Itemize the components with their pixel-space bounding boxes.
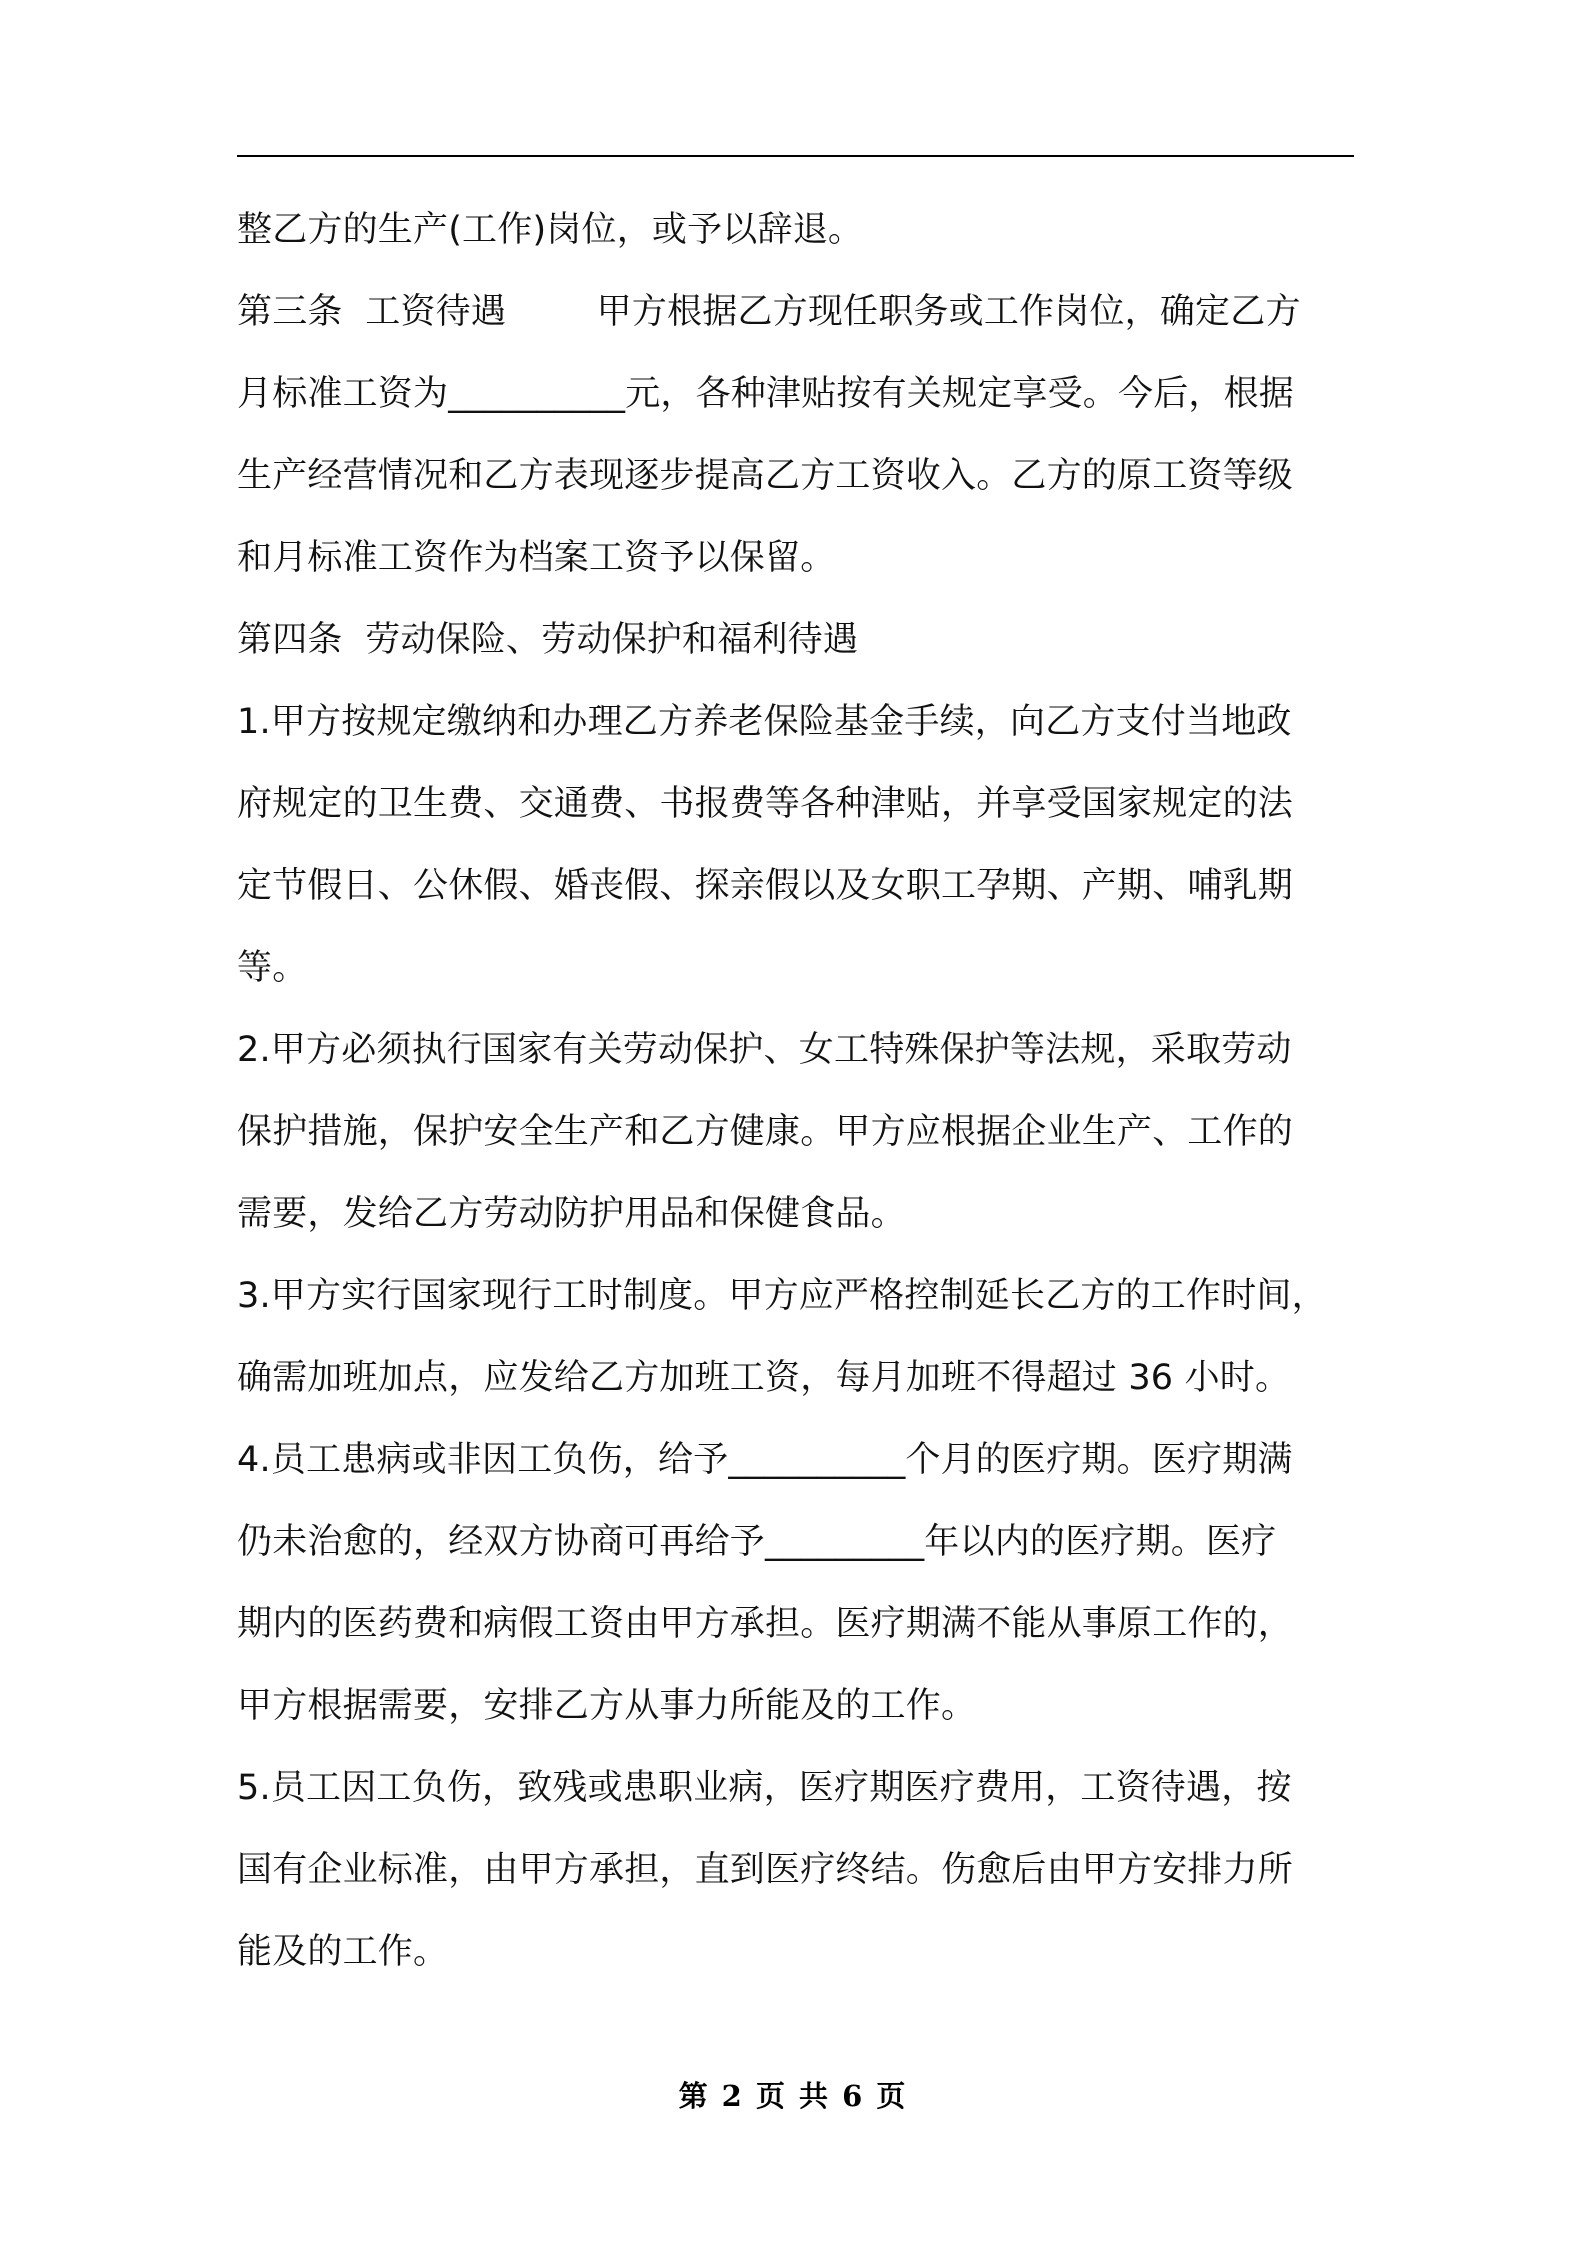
text-line: 需要，发给乙方劳动防护用品和保健食品。 <box>237 1194 906 1234</box>
text-line: 月标准工资为__________元，各种津贴按有关规定享受。今后，根据 <box>237 374 1295 414</box>
text-line: 仍未治愈的，经双方协商可再给予_________年以内的医疗期。医疗 <box>237 1522 1277 1562</box>
clause-4-line: 4.员工患病或非因工负伤，给予__________个月的医疗期。医疗期满 <box>237 1440 1293 1480</box>
article-4-heading: 第四条 劳动保险、劳动保护和福利待遇 <box>237 620 859 660</box>
clause-5-line: 5.员工因工负伤，致残或患职业病，医疗期医疗费用，工资待遇，按 <box>237 1768 1292 1808</box>
clause-1-line: 1.甲方按规定缴纳和办理乙方养老保险基金手续，向乙方支付当地政 <box>237 702 1292 742</box>
text-line: 期内的医药费和病假工资由甲方承担。医疗期满不能从事原工作的， <box>237 1604 1294 1644</box>
clause-2-line: 2.甲方必须执行国家有关劳动保护、女工特殊保护等法规，采取劳动 <box>237 1030 1292 1070</box>
header-rule <box>237 155 1354 157</box>
text-line: 保护措施，保护安全生产和乙方健康。甲方应根据企业生产、工作的 <box>237 1112 1294 1152</box>
text-line: 整乙方的生产(工作)岗位，或予以辞退。 <box>237 210 864 250</box>
page-number-footer: 第 2 页 共 6 页 <box>678 2079 908 2113</box>
text-line: 甲方根据需要，安排乙方从事力所能及的工作。 <box>237 1686 977 1726</box>
text-line: 府规定的卫生费、交通费、书报费等各种津贴，并享受国家规定的法 <box>237 784 1294 824</box>
text-line: 定节假日、公休假、婚丧假、探亲假以及女职工孕期、产期、哺乳期 <box>237 866 1294 906</box>
text-line: 和月标准工资作为档案工资予以保留。 <box>237 538 836 578</box>
text-line: 国有企业标准，由甲方承担，直到医疗终结。伤愈后由甲方安排力所 <box>237 1850 1294 1890</box>
text-line: 能及的工作。 <box>237 1932 449 1972</box>
text-line: 等。 <box>237 948 308 988</box>
text-line: 确需加班加点，应发给乙方加班工资，每月加班不得超过 36 小时。 <box>237 1358 1291 1398</box>
text-line: 生产经营情况和乙方表现逐步提高乙方工资收入。乙方的原工资等级 <box>237 456 1294 496</box>
clause-3-line: 3.甲方实行国家现行工时制度。甲方应严格控制延长乙方的工作时间， <box>237 1276 1327 1316</box>
article-3-heading-line: 第三条 工资待遇 甲方根据乙方现任职务或工作岗位，确定乙方 <box>237 292 1301 332</box>
document-body <box>237 189 1377 1993</box>
